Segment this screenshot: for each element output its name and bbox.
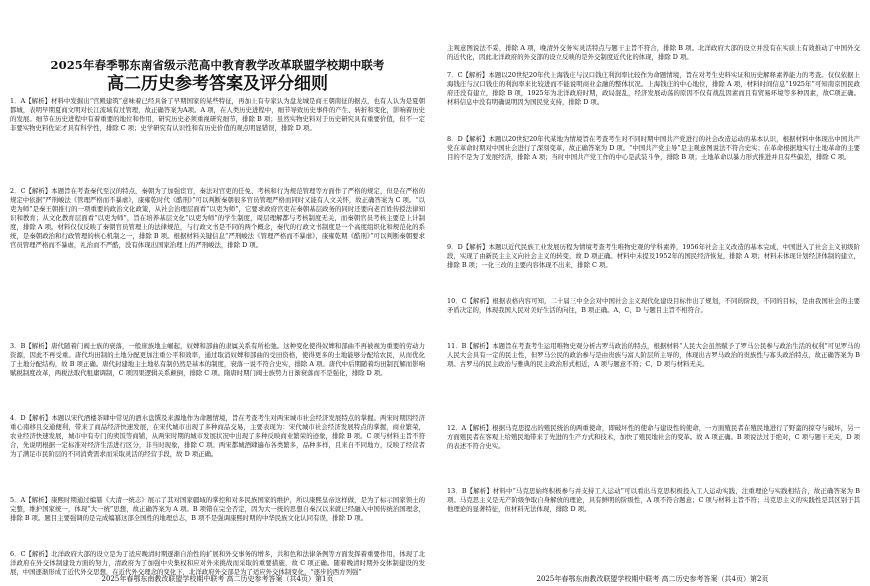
page-right <box>435 0 870 586</box>
answer-item-9: 9．D【解析】本题以近代民族工业发展历程为情境考查考生唯物史观的学科素养，1956年社会主义改造的基本完成，中国进入了社会主义初级阶段，实现了由新民主主义向社会主义的转变，故 D 项正确。材料中未提及1952年的国民经济恢复，排除 A 项；材料未体现计划经济体制的建立，排除 B 项；一化三改的主要内容体现不出来，排除 C 项。 <box>447 243 860 270</box>
answer-item-13: 13．B【解析】材料中“马克思始终积极参与并支持工人运动”可以看出马克思积极投入工人运动实践，注重理论与实践相结合，故正确答案为 B 项。马克思主义是无产阶级争取自身解放的理论，具有鲜明的阶级性，A 项不符合题意；C 项与材料主旨不符；马克思主义的实践性是其区别于其他理论的显著特征，但材料无法体现，排除 D 项。 <box>447 487 860 514</box>
left-answer-list <box>10 97 425 586</box>
title-line2: 高二历史参考答案及评分细则 <box>107 74 328 94</box>
footer-left: 2025年春鄂东南教改联盟学校期中联考 高二历史参考答案（共4页）第1页 <box>101 575 334 583</box>
answer-item-3: 3．B【解析】唐代随着门阀士族的衰落，一般庶族地主崛起，奴婢和部曲的隶属关系有所松弛。这种变化使得奴婢和部曲不再被视为重要的劳动力资源，因此不再受重。唐代均田制的土地分配更加注重公平和效率，通过取消奴婢和部曲的受田资格，使得更多的土地能够分配给农民，从而优化了土地分配结构，故 B 项正确。唐代封建地主土地私有制仍然是基本的制度，衰落一说不符合史实，排除 A 项。唐代中后期随着均田制瓦解而影响赋税制度改革，两税法取代租庸调制，C 项因果逻辑关系颠倒，排除 C 项。隋唐时期门阀士族势力日渐衰落而不是强化，排除 D 项。 <box>10 342 425 378</box>
right-answer-list <box>447 44 860 541</box>
answer-item-5: 5．A【解析】康熙时期通过编纂《大清一统志》展示了其对国家疆域的掌控和对多民族国家的维护，所以康熙皇帝这样做，是为了标示国家领土的完整，维护国家统一，体现“大一统”思想，故正确答案为 A 项。B 项错在完全否定，因为大一统的思想自秦汉以来就已经融入中国传统治国理念，排除 B 项。题目主要强调的是完成编纂这部全国性的地理总志，B 项不是强调康熙时期的中华民族文化认同有误，排除 D 项。 <box>10 496 425 523</box>
answer-item-2: 2．C【解析】本题旨在考查秦代至汉的特点，秦朝为了加强宦官，秦法对官吏的任免、考核和行为规范管理等方面作了严格的规定，但是在严格的规定中依据“严刑峻法《管理严格而不暴虐》，康雍乾时代《酷刑》”可以判断秦朝很多官员管理严格而同时又能有人文关怀，故正确答案为 C 项。“以吏为师”是秦王朝推行的一项重要的政治文化政策，从社会治理层面看“以吏为师”，它要求政府官吏在秦朝基层政务的同时还要向老百姓传授法律知识和教育；从文化教育层面看“以吏为师”，旨在培养基层文化“以吏为师”的学生制度，周层理解都与考核制度无关，而秦朝官员考核主要是上计制度，排除 A 项。材料仅仅反映了秦朝官员管理上的法律规范，与行政文书是不同的两个概念，秦代的行政文书制度是一个高度组织化和规范化的系统，是秦朝政治和行政管理的核心机制之一，排除 B 项。根据材料关键信息“严刑峻法《管理严格而不暴虐》，康雍乾期《酷刑》”可以判断秦朝要求官员管理严格而不暴虐，礼治而不严酷，没有体现出国家治理上的严刑峻法，排除 D 项。 <box>10 187 425 250</box>
footer-right: 2025年春鄂东南教改联盟学校期中联考 高二历史参考答案（共4页）第2页 <box>536 575 769 583</box>
answer-item-8: 8．D【解析】本题以20世纪20年代某地为情境旨在考查考生对不同时期中国共产党进行的社会改造运动的基本认识，根据材料中体现出中国共产党在革命时期对中国社会进行了深刻变革，故正确答案为 D 项。“中国共产党主导”是主观意图说法不符合史实；在革命根据地实行土地革命的主要目的不是为了发展经济，排除 A 项；当时中国共产党工作的中心是武装斗争，排除 B 项；土地革命以暴力形式推进并且有些偏差，排除 C 项。 <box>447 135 860 162</box>
title-line1: 2025年春季鄂东南省级示范高中教育教学改革联盟学校期中联考 <box>50 58 385 72</box>
answer-item-6: 6．C【解析】北洋政府大部的设立是为了适应晚清时期逐渐自治性的扩展和外交事务的增多，共和色和法律条例等方面发挥着重要作用，体现了北洋政府在外交体制建设方面的努力，清政府为了加强中央集权和应对外来挑战而采取的重要措施，故 C 项正确。随着晚清时期外交体制建设的发展，中国逐渐形成了近代外交思想，在近代外交理念的变化下，北洋政府外交部是为了适应外交体制变化，“逐步的西方列强” <box>10 550 425 577</box>
answer-item-10: 10．C【解析】根据表格内容可知，二十届三中全会对中国社会主义现代化建设目标作出了规划，不同的阶段，不同的目标，是由我国社会的主要矛盾决定的，体现我国人民对美好生活的向往，B 项正确。A、C、D 与题目主旨不相符合。 <box>447 297 860 315</box>
answer-item-11: 11．B【解析】本题旨在考查考生运用唯物史观分析古罗马政治的特点，根据材料“人民大会虽然赋予了罗马公民参与政治生活的权利”可见罗马的人民大会具有一定的民主性，但罗马公民的政治参与是由贵族与富人阶层所主导的，体现出古罗马政治的贵族性与寡头政治特点，故正确答案为 B 项。古罗马的民主政治与雅典的民主政治形式相近，A 项与题意不符；C、D 项与材料无关。 <box>447 342 860 369</box>
answer-item-12: 12．A【解析】根据马克思提出的殖民统治的两重使命，即破坏性的使命与建设性的使命，一方面殖民者在殖民地进行了野蛮的掠夺与破坏，另一方面殖民者在客观上给殖民地带来了先进的生产方式和技术，加快了殖民地社会的变革。故 A 项正确。B 项说法过于绝对，C 项与题干无关，D 项的表述不符合史实。 <box>447 424 860 451</box>
answer-item-6-cont: 主观意图说法不妥，排除 A 项，晚清外交务实灵活特点与题干主旨不符合，排除 B 项。北洋政府大部的设立并没有在实质上有效推动了中国外交的近代化，因此北洋政府的外交部的设立反映的是外交制度近代化的体现，排除 D 项。 <box>447 44 860 62</box>
answer-item-7: 7．C【解析】本题以20世纪20年代上海钱庄与汉口钱庄利润率比较作为命题情境，旨在对考生史料实证和历史解释素养能力的考查。仅仅依据上海钱庄与汉口钱庄的利润率来比较进而不能说明商业金融的整体状况。上海钱庄的中心地位，排除 A 项，材料时间信息“1925年”可知南京国民政府还没有建立，排除 B 项，1925年为北洋政府时期，政局混乱，经济发展动荡的原因不仅有战乱因素而且有贸易环境等多种因素，故C项正确。材料信息中没有明确说明因为国民党支持，排除 D 项。 <box>447 71 860 107</box>
answer-item-4: 4．D【解析】本题以宋代酒楼茶肆中常见的酒水盘馔及来源地作为命题情境，旨在考查考生对两宋城市社会经济发展特点的掌握。两宋时期因经济重心南移且交通便利，带来了商品经济快速发展，在宋代城市出现了多种商品交易，主要表现为：宋代城市社会经济发展特点的掌握，商业繁荣，农业经济快速发展，城市中有专门的卖饭等商铺，从两宋时期的城市发展状况中出现了多种反映商业繁荣的迹象，排除 B 项。C 项与材料主旨不符合，先说明根据一定标准对经济生活进行区分，非当时现象，排除 C 项。两宋都城酒肆遍布各类繁多，品种多样，且来自不同地方，反映了经营者为了满足市民阶层的不同消费需求而采取灵活的经营手段，故 D 项正确。 <box>10 414 425 459</box>
answer-item-1: 1．A【解析】材料中发掘出“宫殿建筑”意味着已经具备了早期国家的某些特征，再加上有专家认为盘龙城是商王朝南征的据点，也有人认为是夏朝都城，表明早期夏商文明对长江流域有过管理，故正确答案为A项。A 项，在人类历史进程中，细节导致历史事件的产生、转折和变化，影响着历史的发展。细节在历史进程中有着重要的地位和作用，研究历史必须重视研究细节，排除 B 项；虽然实物史料对于历史研究具有重要价值，但不一定非要实物史料佐证才具有科学性，排除 C 项；史学研究有认识性和有历史价值的观点明显错误，排除 D 项。 <box>10 97 425 133</box>
